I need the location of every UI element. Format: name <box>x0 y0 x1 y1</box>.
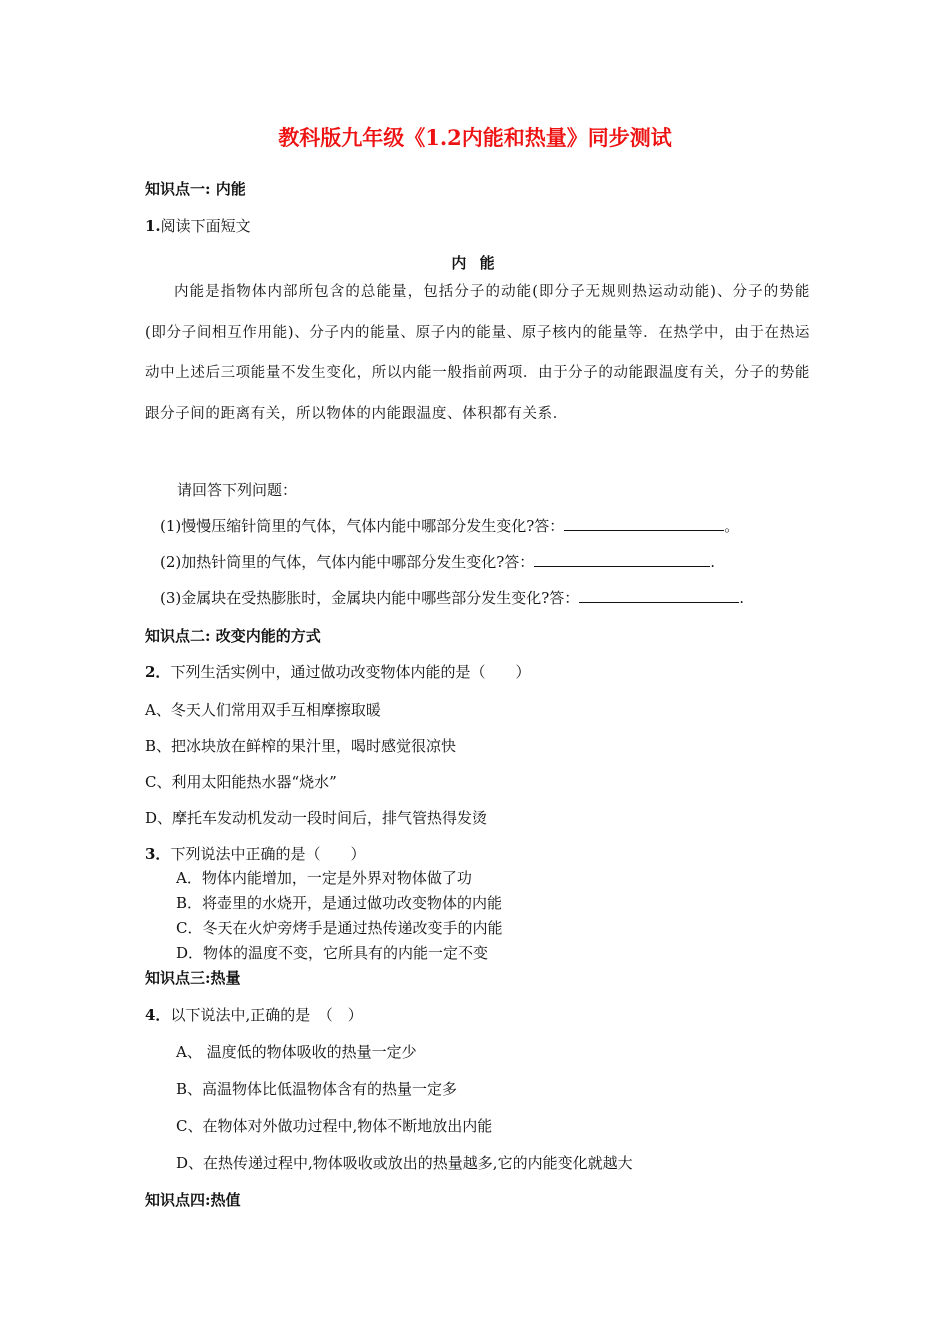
question-number: 1. <box>145 217 161 235</box>
document-title: 教科版九年级《1.2内能和热量》同步测试 <box>278 125 672 150</box>
question-text: 以下说法中,正确的是 （ ） <box>170 1006 363 1024</box>
knowledge-point-1: 知识点一: 内能 <box>145 180 246 198</box>
article-title: 内 能 <box>451 254 499 272</box>
sub-question-text: (2)加热针筒里的气体，气体内能中哪部分发生变化?答： <box>160 553 535 571</box>
article-body: 内能是指物体内部所包含的总能量，包括分子的动能(即分子无规则热运动动能)、分子的势能(即分子间相互作用能)、分子内的能量、原子内的能量、原子核内的能量等．在热学中，由于在热运动中上述后三项能量不发生变化，所以内能一般指前两项．由于分子的动能跟温度有关，分子的势能跟分子间的距离有关，所以物体的内能跟温度、体积都有关系． <box>145 284 810 422</box>
answer-blank[interactable] <box>564 516 724 531</box>
option-a: A、冬天人们常用双手互相摩擦取暖 <box>145 701 381 719</box>
answer-blank[interactable] <box>534 552 710 567</box>
sub-question-3 <box>160 587 744 608</box>
knowledge-point-2: 知识点二: 改变内能的方式 <box>145 627 321 645</box>
option-d: D．物体的温度不变，它所具有的内能一定不变 <box>176 944 489 962</box>
sub-question-end: 。 <box>724 517 740 535</box>
sub-question-end: . <box>710 553 716 571</box>
option-b: B、把冰块放在鲜榨的果汁里，喝时感觉很凉快 <box>145 737 457 755</box>
option-a: A．物体内能增加，一定是外界对物体做了功 <box>176 869 472 887</box>
question-text: 阅读下面短文 <box>160 217 251 235</box>
question-text: 下列说法中正确的是（ ） <box>170 845 366 863</box>
question-4 <box>145 1004 363 1025</box>
question-2 <box>145 661 530 682</box>
option-c: C．冬天在火炉旁烤手是通过热传递改变手的内能 <box>176 919 503 937</box>
question-number: 2． <box>145 663 171 681</box>
sub-question-2 <box>160 551 715 572</box>
knowledge-point-3: 知识点三:热量 <box>145 969 241 987</box>
option-d: D、摩托车发动机发动一段时间后，排气管热得发烫 <box>145 809 488 827</box>
sub-question-1 <box>160 515 739 536</box>
option-c: C、在物体对外做功过程中,物体不断地放出内能 <box>176 1117 493 1135</box>
answer-blank[interactable] <box>579 588 739 603</box>
question-number: 4． <box>145 1006 171 1024</box>
question-text: 下列生活实例中，通过做功改变物体内能的是（ ） <box>170 663 531 681</box>
question-prompt: 请回答下列问题： <box>177 481 298 499</box>
option-c: C、利用太阳能热水器“烧水” <box>145 773 337 791</box>
question-number: 3． <box>145 845 171 863</box>
option-b: B．将壶里的水烧开，是通过做功改变物体的内能 <box>176 894 503 912</box>
option-d: D、在热传递过程中,物体吸收或放出的热量越多,它的内能变化就越大 <box>176 1154 633 1172</box>
knowledge-point-4: 知识点四:热值 <box>145 1191 241 1209</box>
sub-question-text: (1)慢慢压缩针筒里的气体，气体内能中哪部分发生变化?答： <box>160 517 565 535</box>
question-3 <box>145 843 365 864</box>
option-a: A、 温度低的物体吸收的热量一定少 <box>176 1043 417 1061</box>
sub-question-end: . <box>739 589 745 607</box>
sub-question-text: (3)金属块在受热膨胀时，金属块内能中哪些部分发生变化?答： <box>160 589 580 607</box>
question-1 <box>145 215 251 236</box>
option-b: B、高温物体比低温物体含有的热量一定多 <box>176 1080 458 1098</box>
